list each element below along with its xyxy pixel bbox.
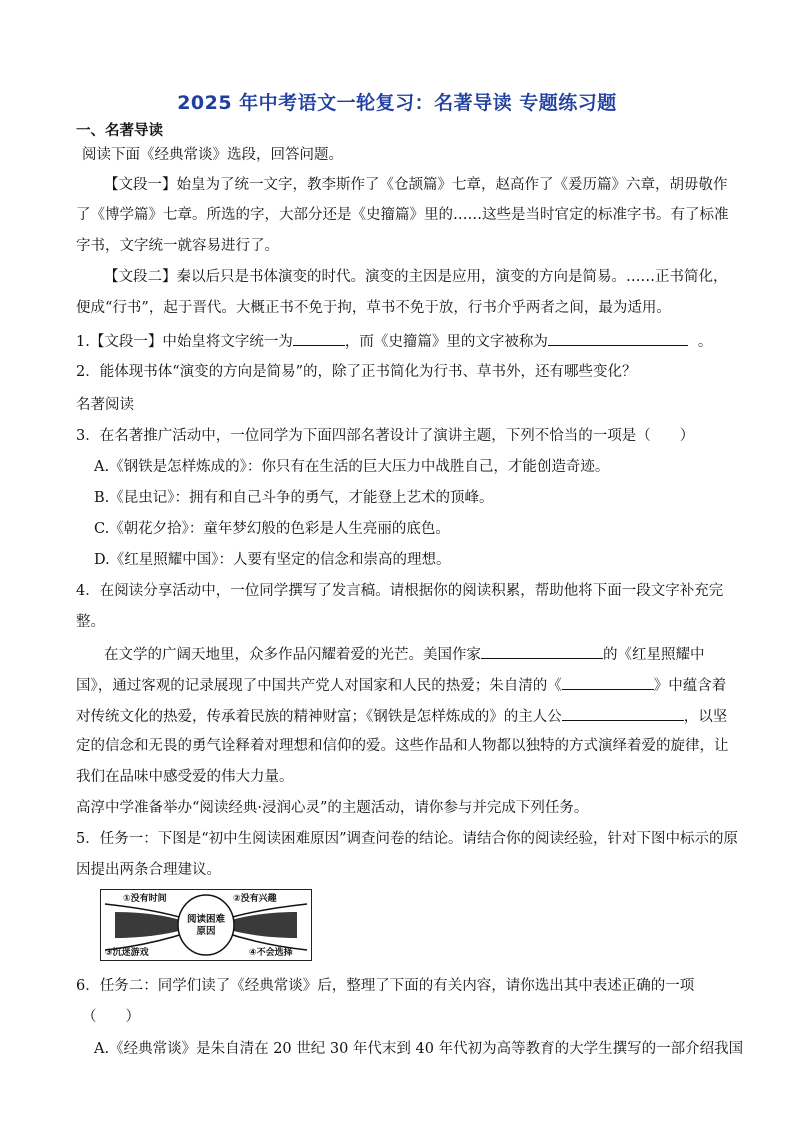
question-4-passage-line: [104, 643, 705, 665]
question-3-stem: 3．在名著推广活动中，一位同学为下面四部名著设计了演讲主题，下列不恰当的一项是（ ）: [76, 428, 695, 444]
diagram-reason-3: ③沉迷游戏: [105, 948, 149, 958]
question-1-part-b: ，而《史籀篇》里的文字被称为: [344, 334, 548, 350]
page-title: 2025 年中考语文一轮复习：名著导读 专题练习题: [177, 92, 617, 114]
question-3-option-b: B.《昆虫记》：拥有和自己斗争的勇气，才能登上艺术的顶峰。: [94, 490, 494, 506]
question-3-option-d: D.《红星照耀中国》：人要有坚定的信念和崇高的理想。: [94, 552, 451, 568]
subheading-famous-books: 名著阅读: [76, 397, 134, 413]
question-6-answer-brackets: （ ）: [82, 1009, 140, 1025]
passage-text: 的《红星照耀中: [603, 647, 705, 663]
answer-blank[interactable]: [481, 643, 603, 659]
passage1-line: 字书，文字统一就容易进行了。: [76, 238, 279, 254]
diagram-reason-1: ①没有时间: [123, 894, 167, 904]
passage-text: ，以坚: [683, 709, 728, 725]
passage-text: 》中蕴含着: [653, 678, 727, 694]
diagram-reason-4: ④不会选择: [249, 948, 293, 958]
question-1: [76, 330, 712, 352]
question-4-stem: 整。: [76, 614, 105, 630]
diagram-center-label: 原因: [196, 926, 216, 937]
answer-blank[interactable]: [562, 705, 684, 721]
question-4-passage-line: [76, 705, 727, 727]
passage-text: 对传统文化的热爱，传承着民族的精神财富；《钢铁是怎样炼成的》的主人公: [76, 709, 562, 725]
passage1-line: 【文段一】始皇为了统一文字，教李斯作了《仓颉篇》七章，赵高作了《爰历篇》六章，胡毋敬作: [104, 177, 728, 193]
section-heading: 一、名著导读: [76, 123, 163, 139]
question-6-stem: 6．任务二：同学们读了《经典常谈》后，整理了下面的有关内容，请你选出其中表述正确的一项: [76, 978, 695, 994]
answer-blank[interactable]: [548, 330, 688, 346]
question-5-stem: 因提出两条合理建议。: [76, 862, 221, 878]
question-3-option-c: C.《朝花夕拾》：童年梦幻般的色彩是人生亮丽的底色。: [94, 521, 450, 537]
question-1-part-a: 1.【文段一】中始皇将文字统一为: [76, 334, 293, 350]
diagram-center-label: 阅读困难: [186, 914, 226, 925]
question-6-option-a: A.《经典常谈》是朱自清在 20 世纪 30 年代末到 40 年代初为高等教育的大学生撰写的一部介绍我国: [94, 1041, 744, 1057]
question-2: 2．能体现书体“演变的方向是简易”的，除了正书简化为行书、草书外，还有哪些变化？: [76, 364, 637, 380]
question-4-passage-line: 定的信念和无畏的勇气诠释着对理想和信仰的爱。这些作品和人物都以独特的方式演绎着爱的旋律，让: [76, 738, 729, 754]
question-4-passage-line: [76, 674, 726, 696]
activity-intro: 高淳中学准备举办“阅读经典·浸润心灵”的主题活动，请你参与并完成下列任务。: [76, 800, 589, 816]
question-3-option-a: A.《钢铁是怎样炼成的》：你只有在生活的巨大压力中战胜自己，才能创造奇迹。: [94, 459, 610, 475]
answer-blank[interactable]: [293, 330, 345, 346]
question-4-stem: 4．在阅读分享活动中，一位同学撰写了发言稿。请根据你的阅读积累，帮助他将下面一段文字补充完: [76, 583, 724, 599]
passage1-line: 了《博学篇》七章。所选的字，大部分还是《史籀篇》里的……这些是当时官定的标准字书。有了标准: [76, 207, 729, 223]
reading-instruction: 阅读下面《经典常谈》选段，回答问题。: [82, 147, 343, 163]
question-4-passage-line: 我们在品味中感受爱的伟大力量。: [76, 769, 294, 785]
passage-text: 国》，通过客观的记录展现了中国共产党人对国家和人民的热爱；朱自清的《: [76, 678, 562, 694]
question-5-stem: 5．任务一：下图是“初中生阅读困难原因”调查问卷的结论。请结合你的阅读经验，针对下图中标示的原: [76, 831, 739, 847]
diagram-reason-2: ②没有兴趣: [233, 894, 277, 904]
passage2-line: 【文段二】秦以后只是书体演变的时代。演变的主因是应用，演变的方向是简易。……正书简化，: [104, 269, 728, 285]
question-1-part-c: 。: [697, 334, 713, 350]
reading-difficulty-diagram: [100, 889, 312, 961]
answer-blank[interactable]: [562, 674, 654, 690]
passage2-line: 便成“行书”，起于晋代。大概正书不免于拘，草书不免于放，行书介乎两者之间，最为适用。: [76, 300, 671, 316]
passage-text: 在文学的广阔天地里，众多作品闪耀着爱的光芒。美国作家: [104, 647, 481, 663]
